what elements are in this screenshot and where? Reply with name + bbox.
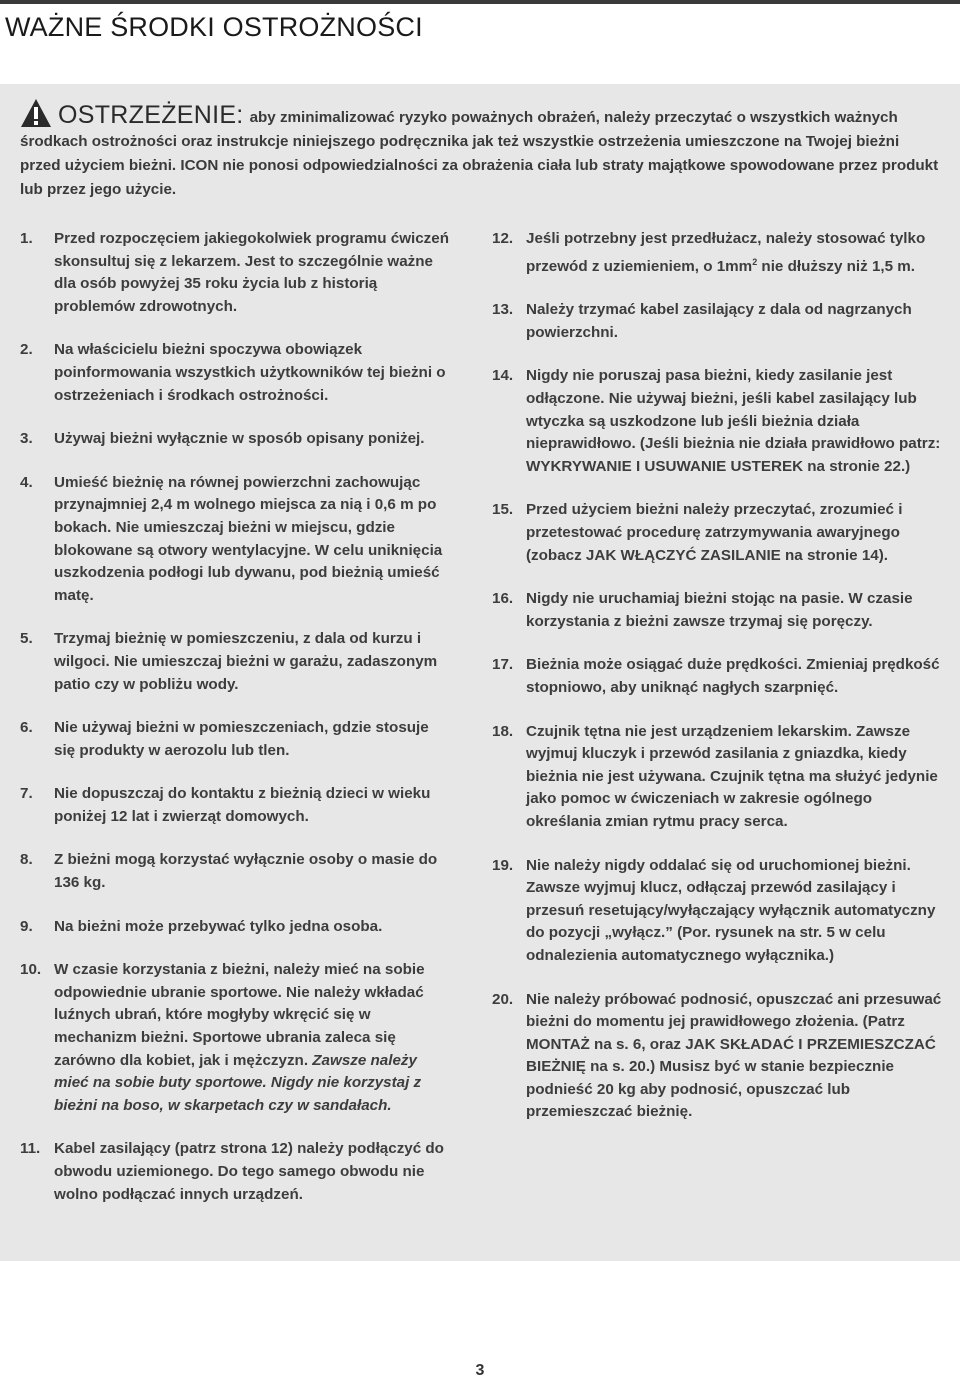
- item-number: 19.: [492, 856, 514, 874]
- item-text: Kabel zasilający (patrz strona 12) należy podłączyć do obwodu uziemionego. Do tego samego obwodu nie wolno podłączać innych urządzeń.: [54, 1140, 444, 1203]
- warning-triangle-icon: [20, 98, 52, 128]
- item-text: Czujnik tętna nie jest urządzeniem lekarskim. Zawsze wyjmuj kluczyk i przewód zasilania z gniazdka, kiedy bieżnia nie jest używana. Czujnik tętna ma służyć jedynie jako pomoc w ćwiczeniach w zakresie ogólnego określania zmian rytmu pracy serca.: [526, 722, 938, 830]
- item-number: 2.: [20, 341, 33, 359]
- item-number: 5.: [20, 630, 33, 648]
- item-number: 6.: [20, 719, 33, 737]
- item-text: W czasie korzystania z bieżni, należy mieć na sobie odpowiednie ubranie sportowe. Nie należy wkładać luźnych ubrań, które mogłyby wkręcić się w mechanizm bieżni. Sportowe ubrania zaleca się zarówno dla kobiet, jak i mężczyzn.: [54, 961, 425, 1069]
- item-text: Nigdy nie uruchamiaj bieżni stojąc na pasie. W czasie korzystania z bieżni zawsze trzymaj się poręczy.: [526, 590, 913, 630]
- item-number: 17.: [492, 656, 514, 674]
- item-number: 20.: [492, 990, 514, 1008]
- item-text: Nie należy nigdy oddalać się od uruchomionej bieżni. Zawsze wyjmuj klucz, odłączaj przewód zasilający i przesuń resetujący/wyłączający wyłącznik automatyczny do pozycji „wyłącz.” (Por. rysunek na str. 5 w celu odnalezienia automatycznego wyłącznika.): [526, 856, 936, 964]
- item-number: 12.: [492, 230, 514, 247]
- item-text: Na właścicielu bieżni spoczywa obowiązek poinformowania wszystkich użytkowników tej bieżni o ostrzeżeniach i środkach ostrożności.: [54, 341, 446, 404]
- top-rule: [0, 0, 960, 4]
- item-number: 9.: [20, 917, 33, 935]
- warning-word: OSTRZEŻENIE:: [58, 101, 244, 129]
- item-text: Przed rozpoczęciem jakiegokolwiek programu ćwiczeń skonsultuj się z lekarzem. Jest to szczególnie ważne dla osób powyżej 35 roku życia lub z historią problemów zdrowotnych.: [54, 230, 450, 315]
- safety-item: [20, 717, 450, 762]
- warning-panel: [0, 84, 960, 1261]
- safety-item: [492, 499, 942, 567]
- item-superscript: 2: [752, 256, 758, 267]
- safety-item: [492, 299, 942, 344]
- item-text: Bieżnia może osiągać duże prędkości. Zmieniaj prędkość stopniowo, aby uniknąć nagłych szarpnięć.: [526, 656, 940, 696]
- safety-item: [20, 428, 450, 451]
- item-number: 11.: [20, 1140, 41, 1158]
- item-number: 16.: [492, 590, 514, 608]
- safety-item: [20, 472, 450, 608]
- item-number: 13.: [492, 301, 514, 319]
- safety-item: [20, 339, 450, 407]
- warning-intro: aby zminimalizować ryzyko poważnych obrażeń, należy przeczytać o wszystkich ważnych środkach ostrożności oraz instrukcje niniejszego podręcznika jak też wszystkie ostrzeżenia umieszczone na Twojej bieżni przed użyciem bieżni. ICON nie ponosi odpowiedzialności za obrażenia ciała lub straty majątkowe spowodowane przez produkt lub przez jego użycie.: [20, 109, 939, 198]
- safety-item: [492, 855, 942, 968]
- item-text: Trzymaj bieżnię w pomieszczeniu, z dala od kurzu i wilgoci. Nie umieszczaj bieżni w garażu, zadaszonym patio czy w pobliżu wody.: [54, 630, 438, 693]
- item-number: 8.: [20, 851, 33, 869]
- item-number: 18.: [492, 722, 514, 740]
- left-column: [20, 228, 450, 1206]
- item-italic-text: Zawsze należy mieć na sobie buty sportowe. Nigdy nie korzystaj z bieżni na boso, w skarpetach czy w sandałach.: [54, 1051, 422, 1114]
- item-number: 10.: [20, 961, 42, 979]
- safety-item: [20, 1138, 450, 1206]
- item-number: 15.: [492, 501, 514, 519]
- safety-item: [492, 989, 942, 1125]
- item-text: Z bieżni mogą korzystać wyłącznie osoby o masie do 136 kg.: [54, 851, 438, 892]
- item-number: 1.: [20, 230, 33, 247]
- item-number: 4.: [20, 473, 33, 491]
- safety-item: [20, 959, 450, 1117]
- item-text: Jeśli potrzebny jest przedłużacz, należy stosować tylko przewód z uziemieniem, o 1mm: [526, 230, 926, 275]
- safety-item: [20, 783, 450, 828]
- safety-item: [20, 628, 450, 696]
- item-text: Należy trzymać kabel zasilający z dala od nagrzanych powierzchni.: [526, 301, 912, 341]
- item-text: Nie należy próbować podnosić, opuszczać ani przesuwać bieżni do momentu jej prawidłowego złożenia. (Patrz MONTAŻ na s. 6, oraz JAK SKŁADAĆ I PRZEMIESZCZAĆ BIEŻNIĘ na s. 20.) Musisz być w stanie bezpiecznie podnieść 20 kg aby podnosić, opuszczać lub przemieszczać bieżnię.: [526, 990, 942, 1121]
- right-column: [492, 228, 942, 1124]
- item-text: Przed użyciem bieżni należy przeczytać, zrozumieć i przetestować procedurę zatrzymywania awaryjnego (zobacz JAK WŁĄCZYĆ ZASILANIE na stronie 14).: [526, 501, 903, 564]
- item-text: Umieść bieżnię na równej powierzchni zachowując przynajmniej 2,4 m wolnego miejsca za nią i 0,6 m po bokach. Nie umieszczaj bieżni w miejscu, gdzie blokowane są otwory wentylacyjne. W celu uniknięcia uszkodzenia podłogi lub dywanu, pod bieżnią umieść matę.: [54, 473, 443, 604]
- safety-item: [492, 588, 942, 633]
- item-text: Używaj bieżni wyłącznie w sposób opisany poniżej.: [54, 430, 425, 448]
- safety-item: [492, 228, 942, 278]
- item-text: Nie używaj bieżni w pomieszczeniach, gdzie stosuje się produkty w aerozolu lub tlen.: [54, 719, 429, 759]
- page-title: WAŻNE ŚRODKI OSTROŻNOŚCI: [5, 12, 423, 42]
- item-number: 7.: [20, 785, 33, 803]
- warning-block: [20, 98, 940, 202]
- item-number: 3.: [20, 430, 33, 448]
- item-number: 14.: [492, 367, 514, 385]
- safety-item: [20, 849, 450, 894]
- safety-item: [492, 365, 942, 478]
- item-text-after: nie dłuższy niż 1,5 m.: [757, 257, 916, 275]
- safety-item: [492, 721, 942, 834]
- safety-item: [20, 228, 450, 318]
- item-text: Nigdy nie poruszaj pasa bieżni, kiedy zasilanie jest odłączone. Nie używaj bieżni, jeśli kabel zasilający lub wtyczka są uszkodzone lub jeśli bieżnia działa nieprawidłowo. (Jeśli bieżnia nie działa prawidłowo patrz: WYKRYWANIE I USUWANIE USTEREK na stronie 22.): [526, 367, 941, 475]
- safety-item: [492, 654, 942, 699]
- page-number: 3: [475, 1362, 485, 1379]
- item-text: Na bieżni może przebywać tylko jedna osoba.: [54, 917, 383, 935]
- safety-item: [20, 916, 450, 939]
- item-text: Nie dopuszczaj do kontaktu z bieżnią dzieci w wieku poniżej 12 lat i zwierząt domowych.: [54, 785, 431, 825]
